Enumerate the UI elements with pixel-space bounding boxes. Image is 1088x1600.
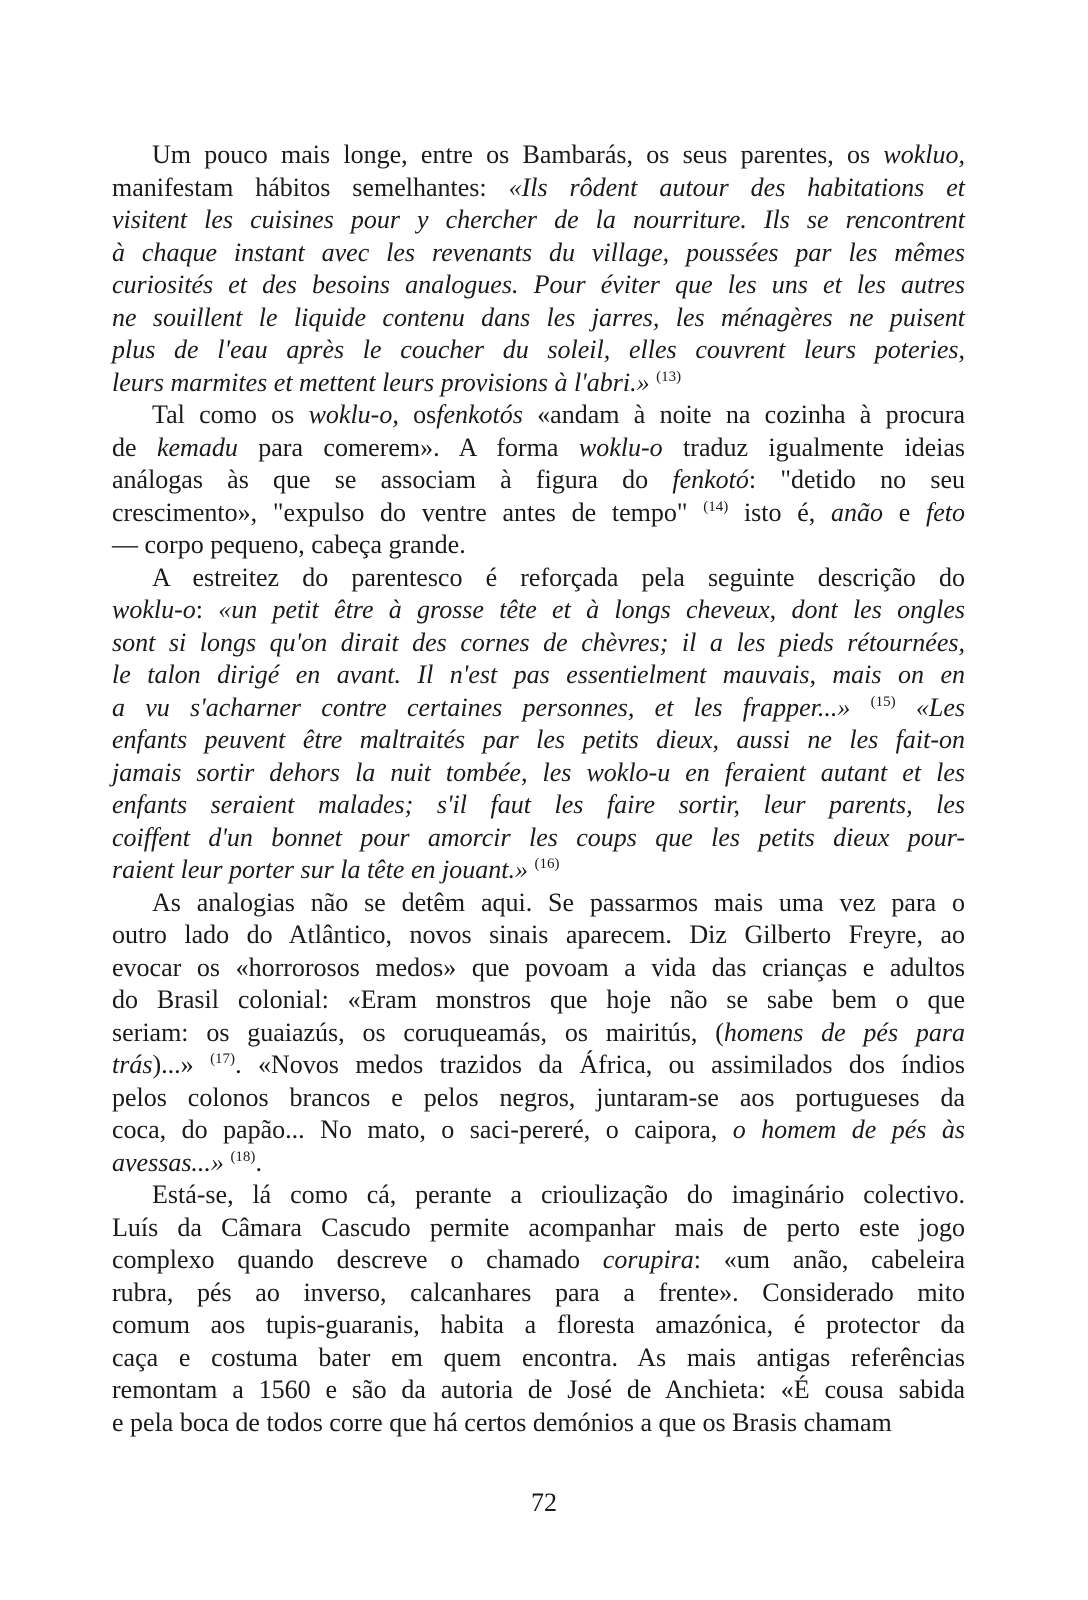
text-line — [112, 1017, 965, 1050]
text-segment: manifestam hábitos semelhantes: — [112, 172, 509, 202]
text-segment: : "detido no seu — [748, 465, 965, 494]
paragraph — [112, 887, 965, 1180]
text-line — [112, 627, 965, 660]
italic-text: trás — [112, 1050, 153, 1079]
paragraph — [112, 1179, 965, 1439]
text-line — [112, 822, 965, 855]
text-line — [112, 172, 965, 205]
text-line — [112, 919, 965, 952]
italic-text: le talon dirigé en avant. Il n'est pas essentielment mauvais, mais on en — [112, 660, 965, 689]
text-segment: evocar os «horrorosos medos» que povoam a vida das crianças e adultos — [112, 952, 965, 982]
text-line — [112, 1179, 965, 1212]
text-line — [112, 139, 965, 172]
text-line — [112, 692, 965, 725]
text-segment: Tal como os — [152, 400, 309, 429]
text-line — [112, 659, 965, 692]
italic-text: kemadu — [156, 432, 238, 462]
text-segment: caça e costuma bater em quem encontra. As mais antigas referências — [112, 1342, 965, 1372]
italic-text: woklu-o, — [308, 400, 399, 429]
text-segment: : — [195, 595, 219, 624]
text-line — [112, 1082, 965, 1115]
text-segment: coca, do papão... No mato, o saci-pereré, o caipora, — [112, 1115, 733, 1144]
text-segment: traduz igualmente ideias — [662, 432, 966, 462]
text-line — [112, 984, 965, 1017]
italic-text: homens de pés para — [723, 1017, 965, 1047]
text-segment: os — [398, 400, 437, 429]
text-line — [112, 204, 965, 237]
italic-text: leurs marmites et mettent leurs provisions à l'abri.» — [112, 367, 657, 397]
text-segment: e pela boca de todos corre que há certos demónios a que os Brasis chamam — [112, 1407, 892, 1437]
text-line — [112, 1342, 965, 1375]
text-line — [112, 724, 965, 757]
text-line — [112, 464, 965, 497]
italic-text: anão — [831, 497, 883, 527]
text-segment: comum aos tupis-guaranis, habita a floresta amazónica, é protector da — [112, 1310, 965, 1339]
paragraph — [112, 562, 965, 887]
italic-text: avessas...» — [112, 1147, 231, 1177]
text-segment: complexo quando descreve o chamado — [112, 1245, 603, 1274]
text-segment: )...» — [152, 1050, 211, 1079]
text-line — [112, 594, 965, 627]
text-line — [112, 1244, 965, 1277]
text-line — [112, 952, 965, 985]
text-segment: remontam a 1560 e são da autoria de José de Anchieta: «É cousa sabida — [112, 1375, 965, 1404]
text-segment: de — [112, 432, 157, 462]
text-segment: para comerem». A forma — [237, 432, 579, 462]
italic-text: raient leur porter sur la tête en jouant.» — [112, 855, 535, 884]
text-line — [112, 1147, 965, 1180]
text-line — [112, 887, 965, 920]
text-line — [112, 399, 965, 432]
text-line — [112, 237, 965, 270]
text-line — [112, 1374, 965, 1407]
text-line — [112, 497, 965, 530]
text-line — [112, 562, 965, 595]
text-segment: Está-se, lá como cá, perante a crioulização do imaginário colectivo. — [152, 1180, 965, 1209]
italic-text: coiffent d'un bonnet pour amorcir les coups que les petits dieux pour- — [112, 822, 965, 852]
italic-text: à chaque instant avec les revenants du village, poussées par les mêmes — [112, 237, 965, 267]
italic-text: sont si longs qu'on dirait des cornes de chèvres; il a les pieds rétournées, — [112, 627, 965, 657]
text-line — [112, 1407, 965, 1440]
page-number: 72 — [531, 1488, 557, 1517]
text-segment: . — [255, 1147, 262, 1177]
text-segment: isto é, — [728, 497, 831, 527]
italic-text: enfants peuvent être maltraités par les petits dieux, aussi ne les fait-on — [112, 725, 965, 754]
text-segment: outro lado do Atlântico, novos sinais aparecem. Diz Gilberto Freyre, ao — [112, 920, 965, 949]
text-segment: : «um anão, cabeleira — [693, 1245, 965, 1274]
italic-text: «Ils rôdent autour des habitations et — [508, 172, 965, 202]
text-line — [112, 1049, 965, 1082]
text-line — [112, 302, 965, 335]
italic-text: woklu-o — [112, 595, 196, 624]
text-segment: A estreitez do parentesco é reforçada pela seguinte descrição do — [152, 562, 965, 592]
footnote-ref: (18) — [230, 1148, 256, 1165]
text-segment: pelos colonos brancos e pelos negros, juntaram-se aos portugueses da — [112, 1082, 965, 1112]
text-segment: análogas às que se associam à figura do — [112, 465, 673, 494]
text-line — [112, 854, 965, 887]
footnote-ref: (13) — [656, 368, 682, 385]
text-segment: Um pouco mais longe, entre os Bambarás, os seus parentes, os — [152, 140, 884, 169]
italic-text: fenkotó — [672, 465, 749, 494]
italic-text: curiosités et des besoins analogues. Pour éviter que les uns et les autres — [112, 270, 965, 299]
italic-text: fenkotós — [436, 400, 523, 429]
text-segment: «andam à noite na cozinha à procura — [522, 400, 966, 429]
text-line — [112, 789, 965, 822]
text-line — [112, 1212, 965, 1245]
text-segment: Luís da Câmara Cascudo permite acompanhar mais de perto este jogo — [112, 1212, 965, 1242]
italic-text: «un petit être à grosse tête et à longs cheveux, dont les ongles — [218, 595, 965, 624]
italic-text: o homem de pés às — [732, 1115, 965, 1144]
text-segment: do Brasil colonial: «Eram monstros que hoje não se sabe bem o que — [112, 985, 965, 1014]
italic-text: plus de l'eau après le coucher du soleil, elles couvrent leurs poteries, — [112, 335, 965, 364]
italic-text: jamais sortir dehors la nuit tombée, les woklo-u en feraient autant et les — [112, 757, 965, 787]
text-line — [112, 269, 965, 302]
italic-text: ne souillent le liquide contenu dans les jarres, les ménagères ne puisent — [112, 302, 965, 332]
paragraph — [112, 139, 965, 399]
text-segment: . «Novos medos trazidos da África, ou assimilados dos índios — [235, 1050, 965, 1079]
italic-text: corupira — [602, 1245, 694, 1274]
text-segment: — corpo pequeno, cabeça grande. — [112, 530, 466, 559]
text-segment: seriam: os guaiazús, os coruqueamás, os mairitús, ( — [112, 1017, 724, 1047]
footnote-ref: (16) — [534, 856, 560, 872]
footnote-ref: (17) — [210, 1051, 236, 1067]
body-text — [112, 139, 965, 1439]
italic-text: a vu s'acharner contre certaines personnes, et les frapper...» — [112, 692, 871, 722]
text-line — [112, 367, 965, 400]
footnote-ref: (14) — [703, 498, 729, 515]
text-segment: e — [883, 497, 926, 527]
italic-text: enfants seraient malades; s'il faut les faire sortir, leur parents, les — [112, 790, 965, 819]
text-segment: As analogias não se detêm aqui. Se passarmos mais uma vez para o — [152, 887, 965, 917]
text-line — [112, 432, 965, 465]
italic-text: «Les — [895, 692, 965, 722]
text-segment: rubra, pés ao inverso, calcanhares para a frente». Considerado mito — [112, 1277, 965, 1307]
text-line — [112, 1114, 965, 1147]
text-line — [112, 334, 965, 367]
text-line — [112, 529, 965, 562]
paragraph — [112, 399, 965, 562]
footnote-ref: (15) — [870, 693, 896, 710]
text-line — [112, 1309, 965, 1342]
text-line — [112, 1277, 965, 1310]
italic-text: visitent les cuisines pour y chercher de la nourriture. Ils se rencontrent — [112, 205, 965, 234]
text-line — [112, 757, 965, 790]
italic-text: wokluo, — [883, 140, 965, 169]
italic-text: woklu-o — [578, 432, 663, 462]
text-segment: crescimento», "expulso do ventre antes de tempo" — [112, 497, 704, 527]
italic-text: feto — [926, 497, 965, 527]
